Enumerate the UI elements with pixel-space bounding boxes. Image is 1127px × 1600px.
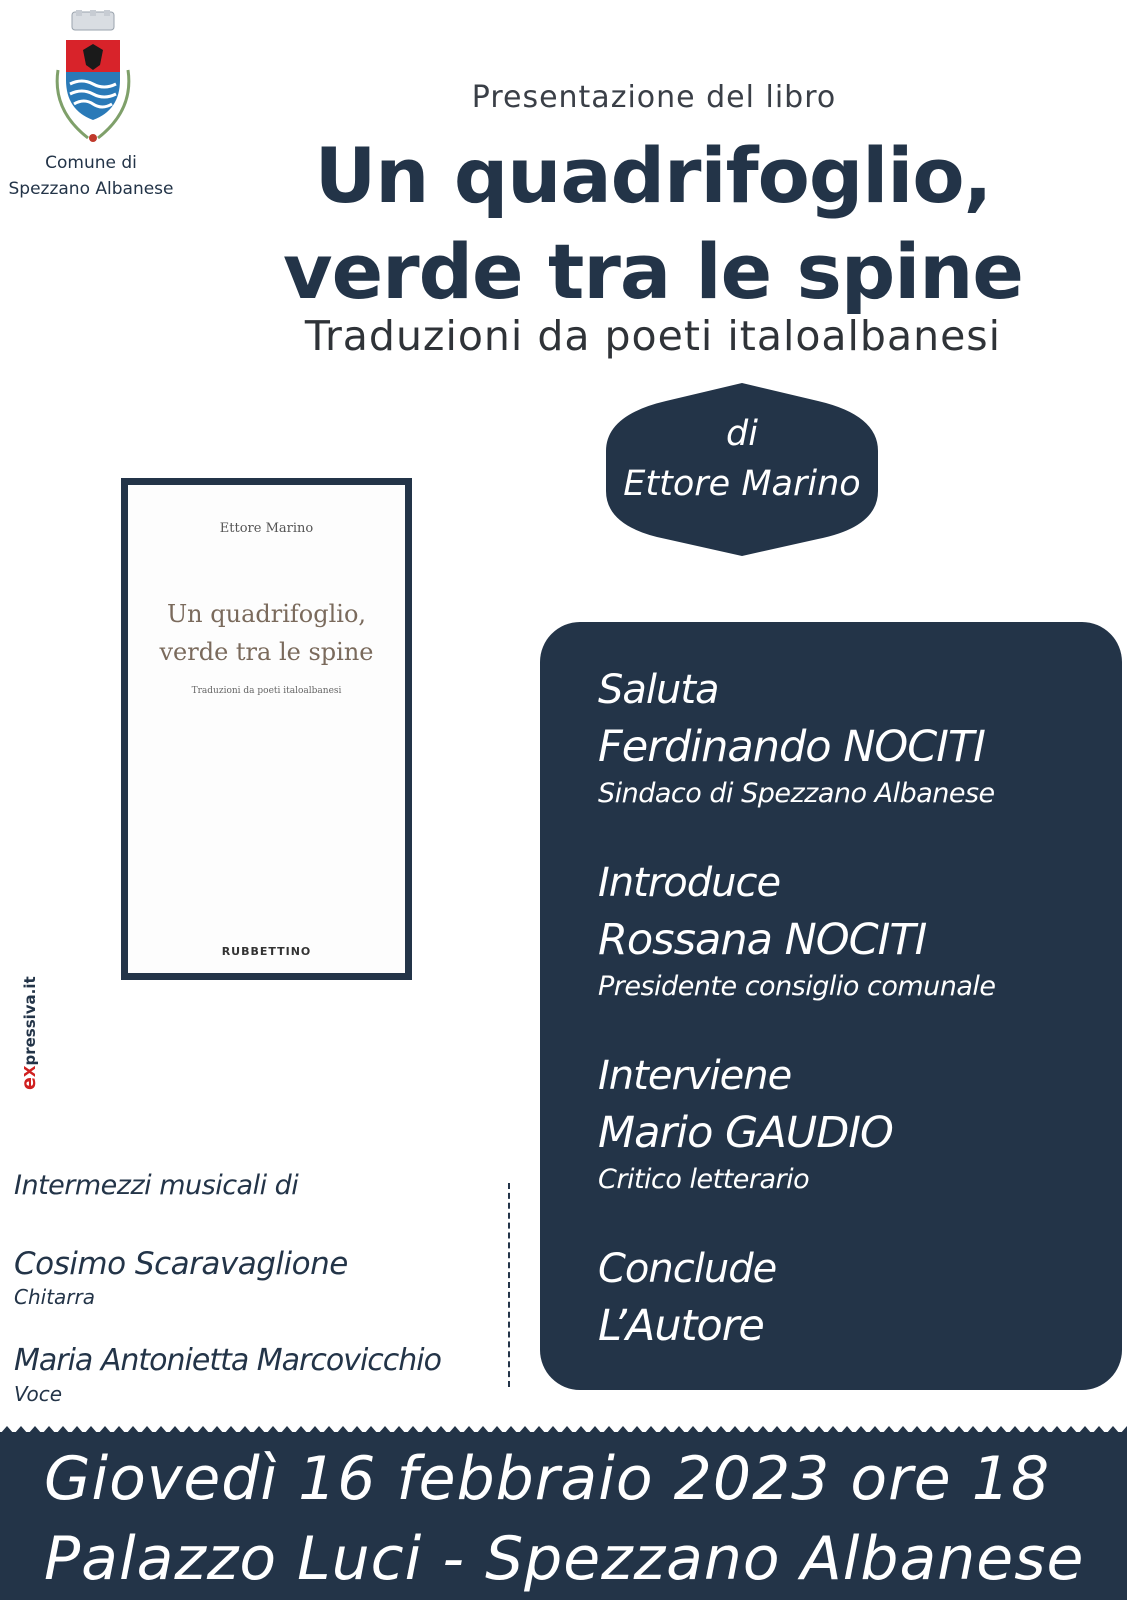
program-name: Ferdinando NOCITI — [598, 722, 985, 772]
expressiva-rest: pressiva.it — [21, 976, 39, 1066]
book-cover-title-line2: verde tra le spine — [159, 638, 374, 666]
expressiva-prefix: e — [18, 1077, 40, 1090]
performer-name: Maria Antonietta Marcovicchio — [14, 1343, 441, 1378]
book-cover-title — [128, 595, 405, 671]
book-cover — [121, 478, 412, 980]
book-title-line2: verde tra le spine — [283, 227, 1023, 316]
event-place: Palazzo Luci - Spezzano Albanese — [44, 1524, 1085, 1594]
book-cover-title-line1: Un quadrifoglio, — [166, 600, 367, 628]
program-description: Critico letterario — [598, 1164, 810, 1195]
program-name: Mario GAUDIO — [598, 1108, 893, 1158]
program-name: Rossana NOCITI — [598, 915, 927, 965]
program-description: Sindaco di Spezzano Albanese — [598, 778, 995, 809]
performer-name: Cosimo Scaravaglione — [14, 1246, 348, 1282]
program-role: Interviene — [598, 1053, 792, 1099]
book-cover-subtitle: Traduzioni da poeti italoalbanesi — [191, 686, 342, 696]
book-cover-publisher: RUBBETTINO — [221, 945, 312, 958]
author-name: Ettore Marino — [623, 464, 861, 504]
footer-bar — [0, 1432, 1127, 1600]
book-title — [200, 128, 1106, 320]
event-date: Giovedì 16 febbraio 2023 ore 18 — [44, 1444, 1051, 1514]
program-name: L’Autore — [598, 1301, 764, 1351]
book-title-line1: Un quadrifoglio, — [314, 131, 992, 220]
coat-of-arms-logo — [48, 10, 138, 150]
performer-role: Voce — [14, 1382, 63, 1406]
program-panel — [540, 622, 1122, 1390]
expressiva-accent: X — [21, 1065, 39, 1078]
municipality-label — [0, 150, 182, 202]
author-badge — [606, 381, 878, 558]
book-subtitle: Traduzioni da poeti italoalbanesi — [304, 312, 1002, 360]
author-di: di — [726, 414, 758, 454]
program-role: Saluta — [598, 667, 719, 713]
program-item — [598, 1048, 1118, 1198]
municipality-label-line2: Spezzano Albanese — [8, 179, 174, 199]
program-item — [598, 1241, 1118, 1355]
program-role: Introduce — [598, 860, 781, 906]
expressiva-logo — [18, 976, 40, 1090]
author-text — [606, 409, 878, 509]
pretitle: Presentazione del libro — [471, 80, 837, 115]
municipality-label-line1: Comune di — [45, 153, 137, 173]
program-item — [598, 662, 1118, 812]
zigzag-edge — [0, 1424, 1127, 1434]
dashed-divider — [508, 1183, 510, 1387]
program-description: Presidente consiglio comunale — [598, 971, 996, 1002]
music-heading: Intermezzi musicali di — [14, 1170, 299, 1201]
program-item — [598, 855, 1118, 1005]
book-cover-author: Ettore Marino — [219, 521, 314, 536]
performer-role: Chitarra — [14, 1285, 95, 1309]
program-role: Conclude — [598, 1246, 777, 1292]
